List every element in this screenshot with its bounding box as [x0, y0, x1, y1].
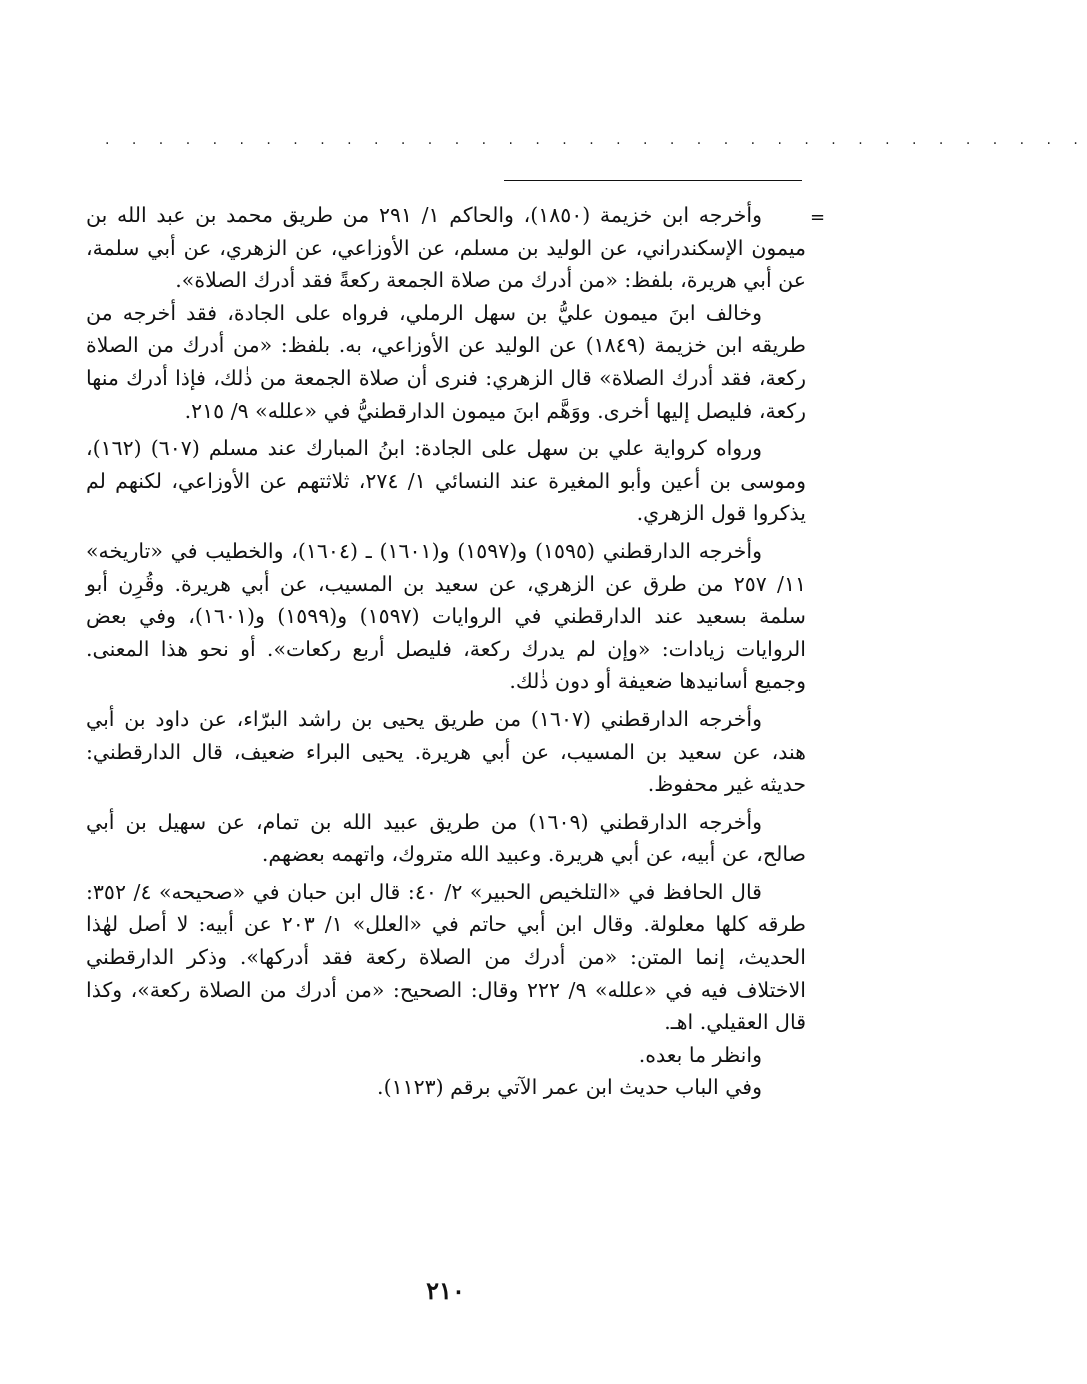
footnote-paragraph: ورواه كرواية علي بن سهل على الجادة: ابنُ المبارك عند مسلم (٦٠٧) (١٦٢)، وموسى بن أعين وأبو المغيرة عند النسائي ١/ ٢٧٤، ثلاثتهم عن الأوزاعي، لكنهم لم يذكروا قول الزهري.: [86, 436, 806, 526]
footnote-paragraph: وأخرجه الدارقطني (١٦٠٩) من طريق عبيد الله بن تمام، عن سهيل بن أبي صالح، عن أبيه، عن أبي هريرة. وعبيد الله متروك، واتهمه بعضهم.: [86, 809, 806, 867]
footnote-paragraph: وفي الباب حديث ابن عمر الآتي برقم (١١٢٣).: [377, 1075, 762, 1100]
continuation-mark: =: [810, 207, 826, 228]
footnote-rule: [504, 180, 802, 181]
dotted-separator: · · · · · · · · · · · · · · · · · · · · · · · · · · · · · · · · · · · · ·: [105, 136, 1087, 152]
footnote-paragraph: وانظر ما بعده.: [638, 1042, 762, 1067]
footnote-paragraph: وأخرجه ابن خزيمة (١٨٥٠)، والحاكم ١/ ٢٩١ من طريق محمد بن عبد الله بن ميمون الإسكندراني، عن الوليد بن مسلم، عن الأوزاعي، عن الزهري، عن أبي سلمة، عن أبي هريرة، بلفظ: «من أدرك من صلاة الجمعة ركعةً فقد أدرك الصلاة».: [86, 203, 806, 293]
footnote-paragraph: وأخرجه الدارقطني (١٥٩٥) و(١٥٩٧) و(١٦٠١) ـ (١٦٠٤)، والخطيب في «تاريخه» ١١/ ٢٥٧ من طرق عن الزهري، عن سعيد بن المسيب، عن أبي هريرة. وقُرِن أبو سلمة بسعيد عند الدارقطني في الروايات (١٥٩٧) و(١٥٩٩) و(١٦٠١)، وفي بعض الروايات زيادات: «وإن لم يدرك ركعة، فليصل أربع ركعات». أو نحو هذا المعنى. وجميع أسانيدها ضعيفة أو دون ذٰلك.: [86, 538, 806, 694]
page-number: ٢١٠: [426, 1276, 465, 1305]
footnote-paragraph: وأخرجه الدارقطني (١٦٠٧) من طريق يحيى بن راشد البرّاء، عن داود بن أبي هند، عن سعيد بن المسيب، عن أبي هريرة. يحيى البراء ضعيف، قال الدارقطني: حديثه غير محفوظ.: [86, 706, 806, 797]
footnotes-section: [86, 199, 806, 1104]
footnote-paragraph: قال الحافظ في «التلخيص الحبير» ٢/ ٤٠: قال ابن حبان في «صحيحه» ٤/ ٣٥٢: طرقه كلها معلولة. وقال ابن أبي حاتم في «العلل» ١/ ٢٠٣ عن أبيه: لا أصل لهٰذا الحديث، إنما المتن: «من أدرك من الصلاة ركعة فقد أدركها». وذكر الدارقطني الاختلاف فيه في «علله» ٩/ ٢٢٢ وقال: الصحيح: «من أدرك من الصلاة ركعة»، وكذا قال العقيلي. اهـ.: [86, 879, 806, 1035]
footnote-paragraph: وخالف ابنَ ميمون عليُّ بن سهل الرملي، فرواه على الجادة، فقد أخرجه من طريقه ابن خزيمة (١٨٤٩) عن الوليد عن الأوزاعي، به. بلفظ: «من أدرك من الصلاة ركعة، فقد أدرك الصلاة» قال الزهري: فنرى أن صلاة الجمعة من ذٰلك، فإذا أدرك منها ركعة، فليصل إليها أخرى. ووَهَّم ابنَ ميمون الدارقطنيُّ في «علله» ٩/ ٢١٥.: [86, 300, 806, 423]
